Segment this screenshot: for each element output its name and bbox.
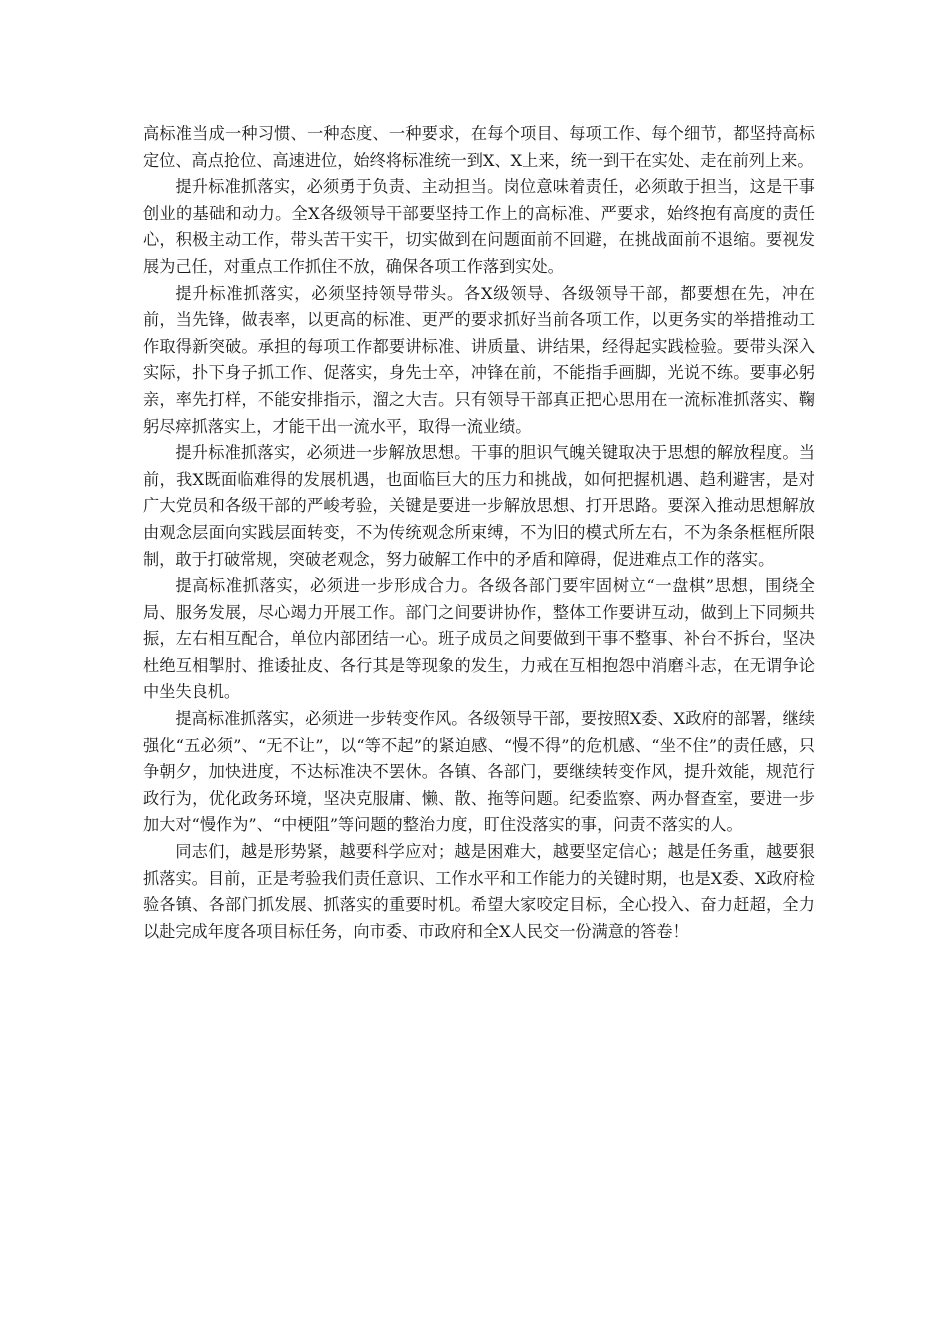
paragraph-work-style: 提高标准抓落实，必须进一步转变作风。各级领导干部，要按照X委、X政府的部署，继续强化“五必须”、“无不让”，以“等不起”的紧迫感、“慢不得”的危机感、“坐不住”的责任感，只争朝夕，加快进度，不达标准决不罢休。各镇、各部门，要继续转变作风，提升效能，规范行政行为，优化政务环境，坚决克服庸、懒、散、拖等问题。纪委监察、两办督查室，要进一步加大对“慢作为”、“中梗阻”等问题的整治力度，盯住没落实的事，问责不落实的人。 [143,709,815,835]
paragraph-responsibility: 提升标准抓落实，必须勇于负责、主动担当。岗位意味着责任，必须敢于担当，这是干事创业的基础和动力。全X各级领导干部要坚持工作上的高标准、严要求，始终抱有高度的责任心，积极主动工作，带头苦干实干，切实做到在问题面前不回避，在挑战面前不退缩。要视发展为己任，对重点工作抓住不放，确保各项工作落到实处。 [143,177,815,276]
document-body [143,121,815,945]
paragraph-leadership: 提升标准抓落实，必须坚持领导带头。各X级领导、各级领导干部，都要想在先，冲在前，当先锋，做表率，以更高的标准、更严的要求抓好当前各项工作，以更务实的举措推动工作取得新突破。承担的每项工作都要讲标准、讲质量、讲结果，经得起实践检验。要带头深入实际，扑下身子抓工作、促落实，身先士卒，冲锋在前，不能指手画脚，光说不练。要事必躬亲，率先打样，不能安排指示，溜之大吉。只有领导干部真正把心思用在一流标准抓落实、鞠躬尽瘁抓落实上，才能干出一流水平，取得一流业绩。 [143,283,815,436]
paragraph-synergy: 提高标准抓落实，必须进一步形成合力。各级各部门要牢固树立“一盘棋”思想，围绕全局、服务发展，尽心竭力开展工作。部门之间要讲协作，整体工作要讲互动，做到上下同频共振，左右相互配合，单位内部团结一心。班子成员之间要做到干事不整事、补台不拆台，坚决杜绝互相掣肘、推诿扯皮、各行其是等现象的发生，力戒在互相抱怨中消磨斗志，在无谓争论中坐失良机。 [143,576,815,702]
paragraph-emancipate-mind: 提升标准抓落实，必须进一步解放思想。干事的胆识气魄关键取决于思想的解放程度。当前，我X既面临难得的发展机遇，也面临巨大的压力和挑战，如何把握机遇、趋利避害，是对广大党员和各级干部的严峻考验，关键是要进一步解放思想、打开思路。要深入推动思想解放由观念层面向实践层面转变，不为传统观念所束缚，不为旧的模式所左右，不为条条框框所限制，敢于打破常规，突破老观念，努力破解工作中的矛盾和障碍，促进难点工作的落实。 [143,443,815,569]
paragraph-continuation: 高标准当成一种习惯、一种态度、一种要求，在每个项目、每项工作、每个细节，都坚持高标定位、高点抢位、高速进位，始终将标准统一到X、X上来，统一到干在实处、走在前列上来。 [143,124,815,170]
paragraph-closing: 同志们，越是形势紧，越要科学应对；越是困难大，越要坚定信心；越是任务重，越要狠抓落实。目前，正是考验我们责任意识、工作水平和工作能力的关键时期，也是X委、X政府检验各镇、各部门抓发展、抓落实的重要时机。希望大家咬定目标，全心投入、奋力赶超，全力以赴完成年度各项目标任务，向市委、市政府和全X人民交一份满意的答卷！ [143,842,815,941]
